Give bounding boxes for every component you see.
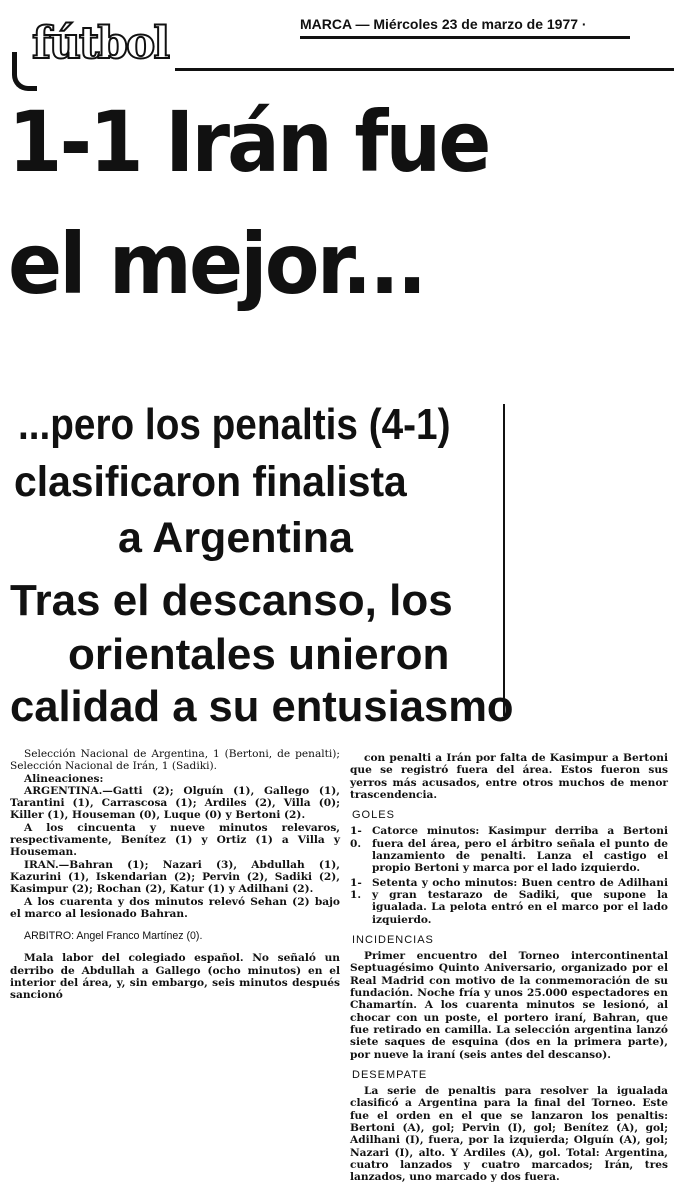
goal-score: 1-0.	[350, 825, 362, 850]
goal-description: Setenta y ocho minutos: Buen centro de Adilhani y gran testarazo de Sadiki, que supone la igualada. La pelota entró en el marco por el lado izquierdo.	[372, 876, 668, 926]
page-header	[0, 0, 674, 80]
headline-line-1: 1-1 Irán fue	[8, 93, 489, 191]
referee-review-continued: con penalti a Irán por falta de Kasimpur a Bertoni que se registró fuera del área. Estos fueron sus yerros más acusados, entre otros muchos de menor trascendencia.	[350, 752, 668, 801]
header-rule-bottom	[175, 68, 674, 71]
tagline-line-3: calidad a su entusiasmo	[10, 682, 514, 731]
referee: ARBITRO: Angel Franco Martínez (0).	[24, 930, 203, 943]
goal-entry	[350, 877, 668, 926]
iran-substitutions: A los cuarenta y dos minutos relevó Sehan (2) bajo el marco al lesionado Bahran.	[10, 895, 340, 920]
argentina-lineup: ARGENTINA.—Gatti (2); Olguín (1), Gallego (1), Tarantini (1), Carrascosa (1); Ardiles (2), Villa (0); Killer (1), Houseman (0), Luque (0) y Bertoni (2).	[10, 784, 340, 822]
goal-entry	[350, 825, 668, 874]
match-result: Selección Nacional de Argentina, 1 (Bertoni, de penalti); Selección Nacional de Irán, 1 (Sadiki).	[10, 748, 340, 773]
tagline-line-1: Tras el descanso, los	[10, 576, 453, 625]
subhead-line-1: ...pero los penaltis (4-1)	[18, 400, 451, 449]
section-title: fútbol	[32, 18, 169, 69]
article-column-right	[350, 752, 668, 1184]
subhead-vertical-rule	[503, 404, 505, 716]
incidents-text: Primer encuentro del Torneo intercontinental Septuagésimo Quinto Aniversario, organizado por el Real Madrid con motivo de la conmemoración de su fundación. Noche fría y unos 25.000 espectadores en Chamartín. A los cuarenta minutos se lesionó, al chocar con un poste, el portero iraní, Bahran, que fue retirado en camilla. La selección argentina lanzó siete saques de esquina (dos en la primera parte), por nueve la iraní (seis antes del descanso).	[350, 950, 668, 1061]
headline-line-2: el mejor...	[8, 215, 425, 313]
subhead-line-2: clasificaron finalista	[14, 458, 407, 506]
subhead-line-3: a Argentina	[118, 514, 353, 562]
iran-lineup: IRAN.—Bahran (1); Nazari (3), Abdullah (1), Kazurini (1), Iskendarian (2); Pervin (2), Sadiki (2), Kasimpur (2); Rochan (2), Katur (1) y Adilhani (2).	[10, 858, 340, 896]
dateline: MARCA — Miércoles 23 de marzo de 1977 ·	[300, 16, 587, 32]
tiebreak-heading: DESEMPATE	[352, 1068, 428, 1081]
referee-review: Mala labor del colegiado español. No señaló un derribo de Abdullah a Gallego (ocho minutos) en el interior del área, y, sin embargo, seis minutos después sancionó	[10, 952, 340, 1002]
header-rule-top	[300, 36, 630, 39]
tiebreak-text: La serie de penaltis para resolver la igualada clasificó a Argentina para la final del Torneo. Este fue el orden en el que se lanzaron los penaltis: Bertoni (A), gol; Pervin (I), gol; Benítez (A), gol; Adilhani (I), fuera, por la izquierda; Olguín (A), gol; Nazari (I), alto. Y Ardiles (A), gol. Total: Argentina, cuatro lanzados y cuatro marcados; Irán, tres lanzados, uno marcado y dos fuera.	[350, 1085, 668, 1184]
argentina-substitutions: A los cincuenta y nueve minutos relevaros, respectivamente, Benítez (1) y Ortiz (1) a Villa y Houseman.	[10, 821, 340, 859]
lineups-label: Alineaciones:	[24, 772, 104, 785]
tagline-line-2: orientales unieron	[68, 630, 450, 679]
article-column-left	[10, 748, 340, 1002]
incidents-heading: INCIDENCIAS	[352, 933, 434, 946]
goals-heading: GOLES	[352, 809, 395, 822]
goal-description: Catorce minutos: Kasimpur derriba a Bertoni fuera del área, pero el árbitro señala el punto de lanzamiento de penalti. Lanza el castigo el propio Bertoni y marca por el lado izquierdo.	[372, 825, 668, 875]
goal-score: 1-1.	[350, 876, 362, 901]
